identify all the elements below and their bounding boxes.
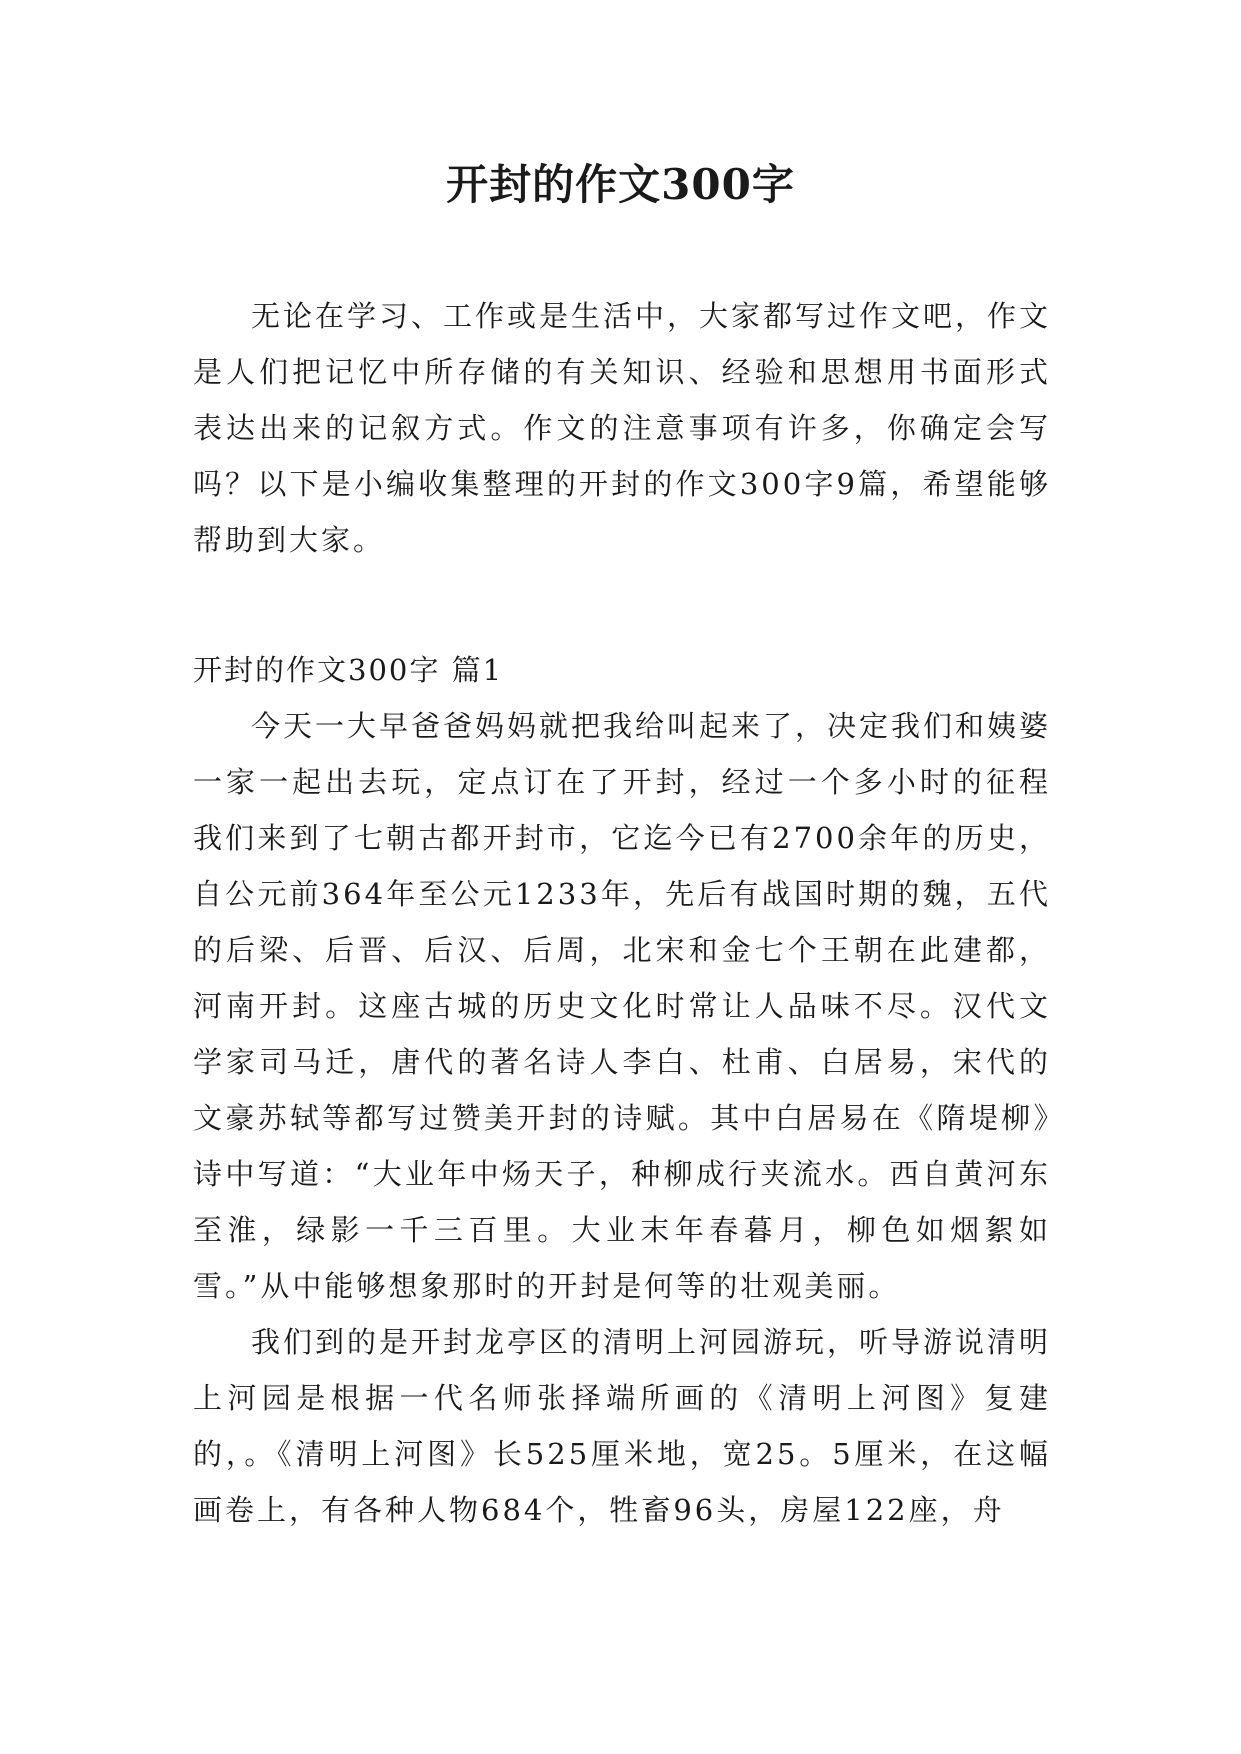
section-paragraph-1: 今天一大早爸爸妈妈就把我给叫起来了，决定我们和姨婆一家一起出去玩，定点订在了开封，经过一个多小时的征程我们来到了七朝古都开封市，它迄今已有2700余年的历史，自公元前364年至公元1233年，先后有战国时期的魏，五代的后梁、后晋、后汉、后周，北宋和金七个王朝在此建都，河南开封。这座古城的历史文化时常让人品味不尽。汉代文学家司马迁，唐代的著名诗人李白、杜甫、白居易，宋代的文豪苏轼等都写过赞美开封的诗赋。其中白居易在《隋堤柳》诗中写道：“大业年中炀天子，种柳成行夹流水。西自黄河东至淮，绿影一千三百里。大业末年春暮月，柳色如烟絮如雪。”从中能够想象那时的开封是何等的壮观美丽。	[193, 709, 1052, 1303]
document-title: 开封的作文300字	[446, 160, 795, 209]
section-body	[193, 698, 1051, 1538]
section-paragraph-2: 我们到的是开封龙亭区的清明上河园游玩，听导游说清明上河园是根据一代名师张择端所画的《清明上河图》复建的，。《清明上河图》长525厘米地，宽25。5厘米，在这幅画卷上，有各种人物684个，牲畜96头，房屋122座，舟	[193, 1325, 1052, 1527]
intro-paragraph: 无论在学习、工作或是生活中，大家都写过作文吧，作文是人们把记忆中所存储的有关知识、经验和思想用书面形式表达出来的记叙方式。作文的注意事项有许多，你确定会写吗？以下是小编收集整理的开封的作文300字9篇，希望能够帮助到大家。	[193, 299, 1052, 557]
section-heading: 开封的作文300字 篇1	[193, 653, 504, 687]
intro-section	[193, 288, 1051, 568]
